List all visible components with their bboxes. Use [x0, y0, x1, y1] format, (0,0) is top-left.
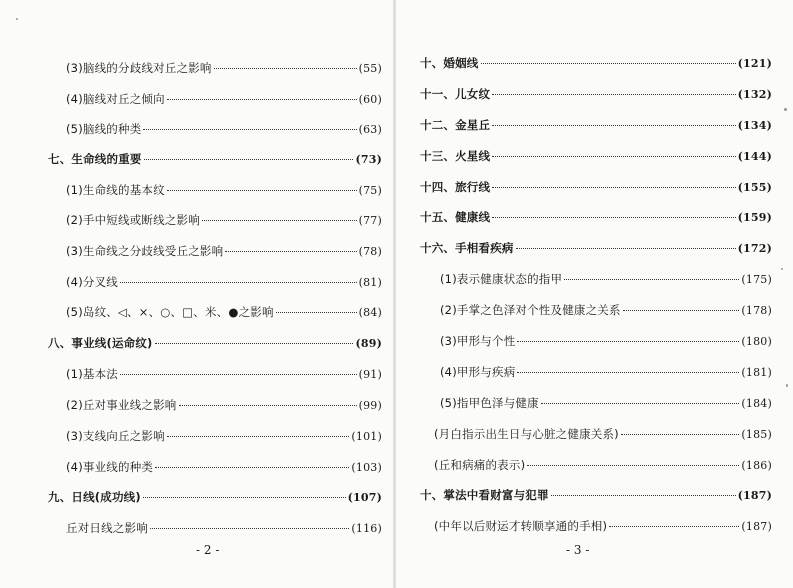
toc-leader-dots	[492, 125, 735, 126]
toc-entry-page: (121)	[737, 57, 772, 70]
toc-entry-title: (4)分叉线	[66, 275, 118, 289]
toc-entry-page: (132)	[737, 88, 772, 101]
toc-entry-title: 九、日线(成功线)	[48, 490, 141, 504]
toc-entry-page: (186)	[741, 459, 772, 472]
toc-entry	[440, 364, 772, 380]
toc-entry	[434, 457, 772, 473]
toc-leader-dots	[541, 403, 740, 404]
toc-entry	[66, 121, 382, 137]
toc-entry-title: 十四、旅行线	[420, 180, 491, 194]
toc-entry-page: (81)	[358, 276, 382, 289]
toc-leader-dots	[120, 282, 357, 283]
toc-entry-title: 七、生命线的重要	[48, 152, 142, 166]
toc-entry-page: (60)	[358, 93, 382, 106]
page-number: - 2 -	[196, 543, 220, 557]
toc-leader-dots	[481, 63, 736, 64]
toc-entry-page: (63)	[358, 123, 382, 136]
toc-entry	[440, 333, 772, 349]
toc-entry-title: 十三、火星线	[420, 149, 491, 163]
toc-entry	[434, 426, 772, 442]
toc-entry	[66, 243, 382, 259]
toc-entry-page: (78)	[358, 245, 382, 258]
toc-entry-page: (89)	[355, 337, 382, 350]
toc-entry	[434, 518, 772, 534]
scan-speck	[16, 18, 18, 20]
toc-leader-dots	[143, 129, 356, 130]
scan-speck	[781, 268, 783, 270]
toc-entry	[66, 459, 382, 475]
toc-entry-title: (1)基本法	[66, 367, 118, 381]
scan-speck	[786, 384, 788, 387]
toc-section-entry	[420, 117, 772, 133]
toc-entry	[440, 395, 772, 411]
toc-entry	[66, 304, 382, 320]
toc-entry-page: (181)	[741, 366, 772, 379]
toc-entry-title: (5)脑线的种类	[66, 122, 142, 136]
toc-section-entry	[420, 55, 772, 71]
toc-entry-title: (5)指甲色泽与健康	[440, 396, 539, 410]
toc-leader-dots	[609, 526, 739, 527]
toc-entry-page: (159)	[737, 211, 772, 224]
toc-leader-dots	[492, 217, 735, 218]
toc-entry-page: (185)	[741, 428, 772, 441]
toc-leader-dots	[516, 248, 736, 249]
toc-entry	[440, 302, 772, 318]
toc-entry-title: 十二、金星丘	[420, 118, 491, 132]
toc-entry-page: (144)	[737, 150, 772, 163]
toc-entry-page: (134)	[737, 119, 772, 132]
toc-entry-title: 十、掌法中看财富与犯罪	[420, 488, 549, 502]
toc-section-entry	[48, 335, 382, 351]
toc-entry-title: (3)脑线的分歧线对丘之影响	[66, 61, 212, 75]
toc-entry	[66, 397, 382, 413]
toc-entry-title: 十六、手相看疾病	[420, 241, 514, 255]
toc-entry-page: (99)	[358, 399, 382, 412]
toc-leader-dots	[167, 436, 350, 437]
toc-entry-title: (1)表示健康状态的指甲	[440, 272, 563, 286]
toc-leader-dots	[225, 251, 356, 252]
toc-entry-page: (77)	[358, 214, 382, 227]
toc-entry-page: (178)	[741, 304, 772, 317]
toc-leader-dots	[144, 159, 354, 160]
toc-entry-page: (55)	[358, 62, 382, 75]
toc-entry-title: (5)岛纹、◁、×、○、□、米、●之影响	[66, 305, 274, 319]
toc-entry-title: (3)甲形与个性	[440, 334, 516, 348]
toc-entry-page: (155)	[737, 181, 772, 194]
toc-section-entry	[48, 489, 382, 505]
toc-leader-dots	[167, 99, 357, 100]
toc-section-entry	[48, 151, 382, 167]
left-page	[0, 0, 396, 588]
toc-entry-page: (180)	[741, 335, 772, 348]
toc-entry	[66, 212, 382, 228]
toc-leader-dots	[551, 495, 736, 496]
toc-entry-title: 八、事业线(运命纹)	[48, 336, 153, 350]
toc-leader-dots	[623, 310, 740, 311]
toc-entry	[66, 182, 382, 198]
toc-entry	[66, 366, 382, 382]
toc-entry-title: (中年以后财运才转顺享通的手相)	[434, 519, 608, 533]
toc-entry-page: (116)	[351, 522, 382, 535]
toc-section-entry	[420, 240, 772, 256]
toc-leader-dots	[214, 68, 357, 69]
toc-leader-dots	[276, 312, 357, 313]
toc-entry-title: (月白指示出生日与心脏之健康关系)	[434, 427, 619, 441]
toc-leader-dots	[492, 94, 735, 95]
toc-section-entry	[420, 148, 772, 164]
toc-entry	[440, 271, 772, 287]
toc-entry	[66, 274, 382, 290]
toc-entry-page: (73)	[355, 153, 382, 166]
toc-entry-title: (4)脑线对丘之倾向	[66, 92, 165, 106]
toc-entry-title: 十、婚姻线	[420, 56, 479, 70]
toc-entry-title: (4)事业线的种类	[66, 460, 154, 474]
toc-entry-page: (187)	[741, 520, 772, 533]
toc-leader-dots	[517, 341, 739, 342]
toc-section-entry	[420, 86, 772, 102]
toc-entry-title: (3)生命线之分歧线受丘之影响	[66, 244, 224, 258]
toc-entry-title: 十一、儿女纹	[420, 87, 491, 101]
toc-entry-title: (丘和病痛的表示)	[434, 458, 526, 472]
toc-entry	[66, 428, 382, 444]
toc-leader-dots	[517, 372, 739, 373]
toc-leader-dots	[155, 467, 349, 468]
toc-leader-dots	[492, 187, 735, 188]
toc-entry-page: (107)	[347, 491, 382, 504]
toc-entry-page: (103)	[351, 461, 382, 474]
toc-leader-dots	[155, 343, 354, 344]
toc-entry	[66, 91, 382, 107]
toc-section-entry	[420, 487, 772, 503]
toc-entry-page: (175)	[741, 273, 772, 286]
toc-leader-dots	[621, 434, 740, 435]
toc-entry-title: (1)生命线的基本纹	[66, 183, 165, 197]
toc-entry-page: (91)	[358, 368, 382, 381]
toc-entry	[66, 520, 382, 536]
toc-leader-dots	[120, 374, 357, 375]
right-page	[396, 0, 793, 588]
toc-entry-page: (75)	[358, 184, 382, 197]
toc-leader-dots	[143, 497, 346, 498]
toc-entry-title: (2)丘对事业线之影响	[66, 398, 177, 412]
toc-entry	[66, 60, 382, 76]
toc-leader-dots	[150, 528, 350, 529]
toc-leader-dots	[492, 156, 735, 157]
toc-leader-dots	[564, 279, 739, 280]
toc-leader-dots	[167, 190, 357, 191]
toc-section-entry	[420, 209, 772, 225]
toc-entry-title: (2)手中短线或断线之影响	[66, 213, 200, 227]
toc-leader-dots	[202, 220, 357, 221]
toc-entry-title: (2)手掌之色泽对个性及健康之关系	[440, 303, 621, 317]
toc-entry-title: (3)支线向丘之影响	[66, 429, 165, 443]
toc-leader-dots	[179, 405, 357, 406]
page-number: - 3 -	[566, 543, 590, 557]
toc-entry-title: (4)甲形与疾病	[440, 365, 516, 379]
toc-entry-page: (184)	[741, 397, 772, 410]
scan-speck	[784, 108, 787, 111]
toc-entry-page: (172)	[737, 242, 772, 255]
toc-entry-page: (84)	[358, 306, 382, 319]
toc-entry-page: (101)	[351, 430, 382, 443]
toc-section-entry	[420, 179, 772, 195]
toc-leader-dots	[527, 465, 739, 466]
toc-entry-title: 十五、健康线	[420, 210, 491, 224]
toc-entry-page: (187)	[737, 489, 772, 502]
toc-entry-title: 丘对日线之影响	[66, 521, 148, 535]
